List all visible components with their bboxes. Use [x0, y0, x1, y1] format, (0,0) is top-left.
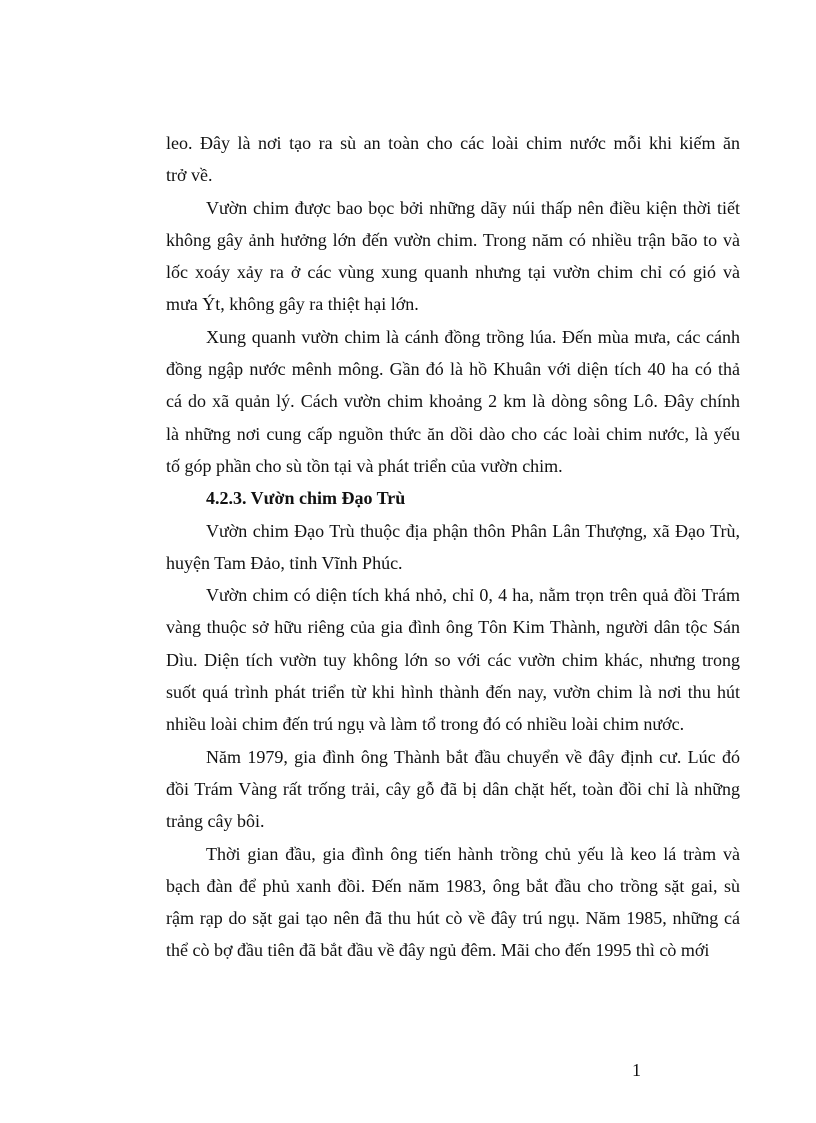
text-line: không gây ảnh hưởng lớn đến vườn chim. Trong năm có nhiều trận bão to và [166, 229, 740, 250]
text-line: Xung quanh vườn chim là cánh đồng trồng lúa. Đến mùa mưa, các cánh [206, 326, 740, 347]
text-line: cá do xã quản lý. Cách vườn chim khoảng 2 km là dòng sông Lô. Đây chính [166, 391, 740, 412]
text-line: suốt quá trình phát triển từ khi hình thành đến nay, vườn chim là nơi thu hút [166, 682, 740, 703]
paragraph [166, 741, 740, 838]
text-line: đồi Trám Vàng rất trống trải, cây gỗ đã bị dân chặt hết, toàn đồi chỉ là những [166, 778, 740, 799]
text-line: Năm 1979, gia đình ông Thành bắt đầu chuyển về đây định cư. Lúc đó [206, 746, 740, 767]
text-line: leo. Đây là nơi tạo ra sù an toàn cho các loài chim nước mỗi khi kiếm ăn [166, 133, 740, 153]
paragraph [166, 321, 740, 482]
paragraph [166, 515, 740, 580]
document-body [166, 127, 740, 967]
page-number: 1 [632, 1060, 641, 1080]
text-line: vàng thuộc sở hữu riêng của gia đình ông Tôn Kim Thành, người dân tộc Sán [166, 617, 740, 638]
paragraph [166, 838, 740, 967]
paragraph [166, 192, 740, 321]
text-line: là những nơi cung cấp nguồn thức ăn dồi dào cho các loài chim nước, là yếu [166, 423, 740, 444]
paragraph [166, 579, 740, 740]
text-line: đồng ngập nước mênh mông. Gần đó là hồ Khuân với diện tích 40 ha có thả [166, 359, 740, 380]
text-line: Thời gian đầu, gia đình ông tiến hành trồng chủ yếu là keo lá tràm và [206, 843, 740, 864]
text-line: thể cò bợ đầu tiên đã bắt đầu về đây ngủ đêm. Mãi cho đến 1995 thì cò mới [166, 940, 710, 961]
paragraph [166, 127, 740, 192]
text-line: trở về. [166, 165, 213, 186]
text-line: mưa Ýt, không gây ra thiệt hại lớn. [166, 294, 419, 315]
text-line: huyện Tam Đảo, tỉnh Vĩnh Phúc. [166, 552, 403, 573]
text-line: Vườn chim được bao bọc bởi những dãy núi thấp nên điều kiện thời tiết [206, 197, 740, 218]
text-line: nhiều loài chim đến trú ngụ và làm tổ trong đó có nhiều loài chim nước. [166, 714, 685, 735]
text-line: tố góp phần cho sù tồn tại và phát triển của vườn chim. [166, 455, 563, 476]
text-line: Vườn chim Đạo Trù thuộc địa phận thôn Phân Lân Thượng, xã Đạo Trù, [206, 520, 740, 541]
section-heading: 4.2.3. Vườn chim Đạo Trù [206, 488, 406, 509]
text-line: trảng cây bôi. [166, 811, 265, 832]
text-line: rậm rạp do sặt gai tạo nên đã thu hút cò về đây trú ngụ. Năm 1985, những cá [166, 908, 740, 929]
text-line: lốc xoáy xảy ra ở các vùng xung quanh nhưng tại vườn chim chỉ có gió và [166, 262, 740, 283]
text-line: bạch đàn để phủ xanh đồi. Đến năm 1983, ông bắt đầu cho trồng sặt gai, sù [166, 875, 740, 896]
text-line: Vườn chim có diện tích khá nhỏ, chỉ 0, 4 ha, nằm trọn trên quả đồi Trám [206, 585, 740, 606]
text-line: Dìu. Diện tích vườn tuy không lớn so với các vườn chim khác, nhưng trong [166, 649, 740, 670]
